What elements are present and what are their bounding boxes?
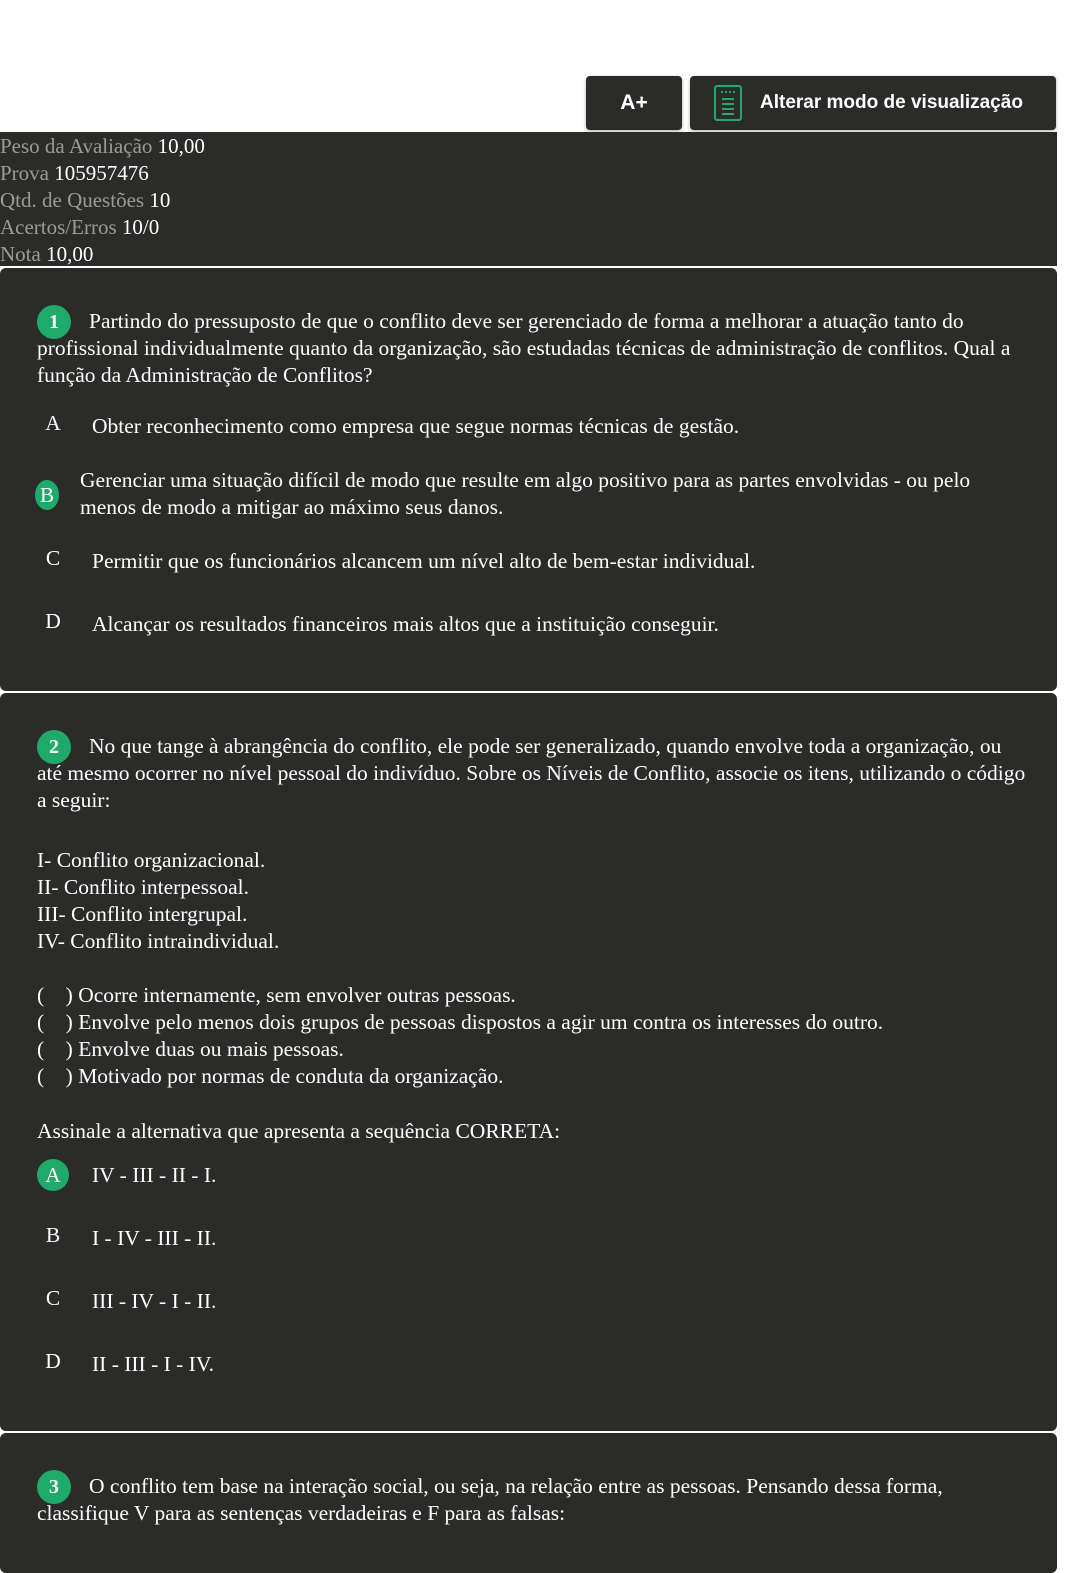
list-item: ( ) Envolve pelo menos dois grupos de pessoas dispostos a agir um contra os interesses do outro. [37,1010,884,1034]
option-letter[interactable]: A [45,411,61,435]
summary-label: Peso da Avaliação [0,134,153,158]
summary-value: 10,00 [46,242,94,266]
question-card-1 [0,268,1057,691]
question-number-badge: 3 [37,1470,71,1504]
list-item: II- Conflito interpessoal. [37,875,249,899]
option-text[interactable]: Alcançar os resultados financeiros mais altos que a instituição conseguir. [92,612,719,636]
selected-option-badge[interactable]: A [37,1159,69,1191]
summary-value: 10,00 [157,134,205,158]
summary-question-count [0,187,1057,214]
list-item: ( ) Ocorre internamente, sem envolver outras pessoas. [37,983,516,1007]
selected-option-badge[interactable]: B [35,480,59,510]
summary-grade [0,241,1057,268]
summary-label: Nota [0,242,41,266]
option-text[interactable]: Obter reconhecimento como empresa que segue normas técnicas de gestão. [92,414,740,438]
list-item: IV- Conflito intraindividual. [37,929,280,953]
option-text[interactable]: IV - III - II - I. [92,1163,217,1187]
summary-weight [0,133,1057,160]
question-instruction: Assinale a alternativa que apresenta a sequência CORRETA: [37,1119,561,1143]
question-number-badge: 1 [37,305,71,339]
option-text[interactable]: Permitir que os funcionários alcancem um nível alto de bem-estar individual. [92,549,756,573]
question-text: Partindo do pressuposto de que o conflito deve ser gerenciado de forma a melhorar a atuação tanto do profissional individualmente quanto da organização, são estudadas técnicas de administração de conflitos. Qual a função da Administração de Conflitos? [37,309,1011,387]
list-item: III- Conflito intergrupal. [37,902,248,926]
summary-value: 105957476 [54,161,149,185]
summary-label: Acertos/Erros [0,215,117,239]
increase-font-button[interactable]: A+ [586,76,682,130]
question-text: No que tange à abrangência do conflito, ele pode ser generalizado, quando envolve toda a organização, ou até mesmo ocorrer no nível pessoal do indivíduo. Sobre os Níveis de Conflito, associe os itens, utilizando o código a seguir: [37,734,1026,812]
option-letter[interactable]: D [45,609,61,633]
option-text[interactable]: I - IV - III - II. [92,1226,217,1250]
list-item: ( ) Envolve duas ou mais pessoas. [37,1037,344,1061]
option-letter[interactable]: C [45,546,61,570]
list-item: ( ) Motivado por normas de conduta da organização. [37,1064,504,1088]
document-icon [714,85,742,121]
summary-value: 10/0 [121,215,160,239]
summary-label: Prova [0,161,49,185]
option-letter[interactable]: D [45,1349,61,1373]
change-view-mode-label: Alterar modo de visualização [760,92,1023,113]
summary-right-wrong [0,214,1057,241]
list-item: I- Conflito organizacional. [37,848,266,872]
option-text[interactable]: II - III - I - IV. [92,1352,214,1376]
question-text: O conflito tem base na interação social, ou seja, na relação entre as pessoas. Pensando dessa forma, classifique V para as sentenças verdadeiras e F para as falsas: [37,1474,943,1525]
level-items-list [37,847,1027,955]
summary-value: 10 [149,188,171,212]
change-view-mode-button[interactable] [690,76,1056,130]
question-card-2 [0,693,1057,1431]
summary-label: Qtd. de Questões [0,188,145,212]
option-text[interactable]: Gerenciar uma situação difícil de modo que resulte em algo positivo para as partes envolvidas - ou pelo menos de modo a mitigar ao máximo seus danos. [80,468,971,519]
question-number-badge: 2 [37,730,71,764]
option-letter[interactable]: C [45,1286,61,1310]
option-letter[interactable]: B [45,1223,61,1247]
statements-list [37,982,1027,1090]
option-text[interactable]: III - IV - I - II. [92,1289,217,1313]
question-card-3 [0,1433,1057,1573]
exam-summary [0,132,1057,266]
summary-exam-id [0,160,1057,187]
